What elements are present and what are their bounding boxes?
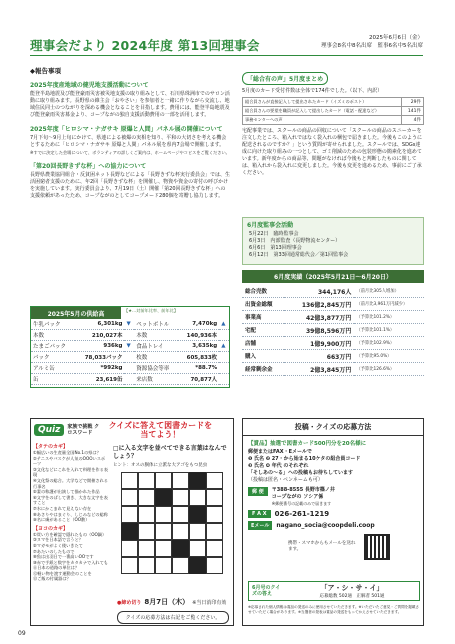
quiz-headline: クイズに答えて図書カードを当てよう！	[108, 421, 213, 439]
results-label: 事業高	[245, 315, 262, 321]
sales-cell-name: アルミ缶	[31, 363, 75, 374]
section3-title: 「第20回長野きずな杯」への協力について	[30, 162, 147, 170]
clue-item: ①幅広いの生産量全国No.1の県は？	[33, 450, 101, 455]
crossword-cell[interactable]	[206, 523, 223, 540]
results-note: （予算比101.2%）	[356, 315, 395, 320]
clues-horizontal-list	[33, 532, 109, 582]
clues-vertical-title: 【タテのカギ】	[33, 444, 69, 450]
results-note: （前月比305人増加）	[356, 289, 399, 294]
crossword-cell[interactable]	[172, 523, 189, 540]
entry-item2: ❸ 氏名 ❹ 年代 のそれぞれ	[248, 463, 309, 469]
sales-row	[31, 363, 229, 374]
sales-cell-mark: ▼	[124, 319, 134, 330]
email-address[interactable]: nagano_socia@coopdeli.coop	[276, 522, 375, 529]
crossword-cell[interactable]	[155, 523, 172, 540]
crossword-cell[interactable]	[138, 472, 155, 489]
sales-cell-value: 23,619缶	[75, 374, 125, 385]
quiz-subtitle: 家族で挑戦 クロスワード	[67, 424, 100, 436]
clue-item: ⑨名に虜があること（OO敷）	[33, 517, 90, 523]
entry-item1: ❶ 氏名 ❷ 27・から始まる10ケタの組合員コード	[248, 456, 361, 462]
crossword-cell[interactable]	[172, 506, 189, 523]
email-label: Eメール	[248, 521, 272, 530]
mail-note: ※郵便番号の記載のみで届きます	[271, 501, 332, 506]
sales-row	[31, 374, 229, 385]
crossword-cell[interactable]	[206, 506, 223, 523]
sales-cell-mark: ▼	[124, 341, 134, 352]
crossword-cell[interactable]	[155, 540, 172, 557]
answer-box	[248, 581, 420, 601]
results-row	[242, 311, 424, 324]
clue-item: ⑤妻の称護が出演して描かれた作品	[33, 489, 100, 495]
results-value: 136億2,845万円	[301, 301, 352, 309]
breakdown-count: 141件	[402, 107, 424, 116]
breakdown-label: 組合員さんの要望を職員が記入して提出したカード（電話・配達など）	[243, 107, 402, 116]
results-box	[242, 270, 424, 376]
clue-item: ⑥文字をのばして書き、大きな文字を表すこと	[33, 494, 108, 506]
sales-row	[31, 330, 229, 341]
clue-item: ⑩赤で手紙と数字をカタカナで入れても	[33, 559, 108, 565]
page-number: 09	[18, 630, 26, 637]
audit-title: 6月度監事会活動	[247, 222, 294, 229]
voice-breakdown-table	[242, 97, 424, 125]
fax-label: F A X	[248, 510, 271, 518]
sales-cell-mark2: ▲	[219, 341, 229, 352]
clue-item: ⑫軽い物を渡す運動会のことを	[33, 570, 92, 576]
crossword-cell[interactable]	[172, 489, 189, 506]
sales-cell-value: *992kg	[75, 363, 125, 374]
sales-legend: 【★…対前年比率、前年比】	[124, 308, 179, 313]
results-label: 経常剰余金	[245, 367, 273, 373]
clue-item: ⑧あさりやはまぐり、しじみなどの総称	[33, 511, 108, 517]
sales-cell-value2: 3,635kg	[178, 341, 219, 352]
results-label: 宅配	[245, 328, 257, 334]
sales-cell-name2: 食品トレイ	[134, 341, 178, 352]
attendance-text: 理事会8名中8名出席 監事6名中5名出席	[321, 43, 423, 49]
results-row	[242, 337, 424, 350]
breakdown-row	[243, 107, 424, 116]
sales-cell-value: 210,027本	[75, 330, 125, 341]
entry-prize: 【賞品】抽選で図書カード500円分を20名様に	[248, 441, 367, 447]
results-label: 購入	[245, 354, 257, 360]
clues-vertical-list	[33, 450, 109, 523]
sales-cell-mark2	[219, 330, 229, 341]
crossword-block	[189, 472, 206, 489]
mail-address2: コープながの ソシア係	[271, 494, 324, 500]
crossword-cell[interactable]	[138, 523, 155, 540]
audit-box	[242, 217, 424, 265]
results-value: 344,176人	[317, 288, 352, 296]
results-row	[242, 298, 424, 311]
section3-body: 長野県農業協同組合・反貧困ネット長野などによる「長野きずな杯実行委員会」では、生活困窮者支援のために、年2回「長野きずな杯」を開催し、物資や資金の寄付の呼びかけを実施しています。実行委員会より、7月19日（土）開催「第20回長野きずな杯」への支援依頼があったため、コープながのとしてコープメード280個を寄贈し協力します。	[30, 171, 231, 199]
qr-code-icon[interactable]	[364, 534, 390, 560]
sales-cell-mark2: ▲	[219, 319, 229, 330]
sales-cell-value2: 605,833枚	[178, 352, 219, 363]
sales-cell-mark2	[219, 363, 229, 374]
deadline-note: ※当日消印有効	[192, 599, 227, 606]
crossword-block	[155, 489, 172, 506]
audit-item: 6月12日 第33回通常総代会／第1回監事会	[249, 252, 349, 258]
entry-box	[242, 418, 424, 626]
breakdown-count: 29件	[402, 98, 424, 107]
audit-item: 6月3日 内部監査（長野物流センター）	[249, 238, 341, 244]
clue-item: ④文化祭の総合。大学などで開催される行事名	[33, 477, 108, 489]
clue-item: ⑦あたいのしたもので	[33, 548, 75, 554]
answer-label: 6月号のクイズの答え	[252, 585, 281, 597]
report-heading: ◆報告事項	[30, 67, 61, 75]
crossword-cell[interactable]	[189, 540, 206, 557]
entry-item3: 「そしあの〜る」への投稿もお待ちしています	[248, 470, 354, 476]
entry-title: 投稿・クイズの応募方法	[243, 419, 423, 436]
sales-row	[31, 319, 229, 330]
entry-methods: 郵便またはFAX・Eメールで	[248, 449, 312, 455]
sales-row	[31, 341, 229, 352]
crossword-block	[189, 557, 206, 574]
results-table	[242, 285, 424, 376]
results-row	[242, 350, 424, 363]
sales-cell-value: 78,033パック	[75, 352, 125, 363]
clue-item: ⑦水にかこまれて見えない存在	[33, 505, 92, 511]
entry-fineprint: ※応募された個人情報は賞品の発送のみに使用させていただきます。※いただいたご意見・ご質問を掲載させていただく場合があります。※当選者の発表は賞品の発送をもってかえさせていただきます。	[248, 605, 420, 614]
answer-text: 「ア・シ・サ・イ」	[320, 584, 384, 592]
breakdown-label: 組合員さんが直接記入して提出されたカード（イズミのポスト）	[243, 98, 402, 107]
crossword-cell[interactable]	[121, 557, 138, 574]
sales-cell-mark	[124, 374, 134, 385]
crossword-cell[interactable]	[155, 472, 172, 489]
crossword-cell[interactable]	[206, 557, 223, 574]
meeting-date	[321, 34, 423, 50]
results-value: 39億8,596万円	[305, 327, 352, 335]
crossword-block	[172, 540, 189, 557]
results-value: 2億3,845万円	[310, 366, 352, 374]
crossword-cell[interactable]	[138, 489, 155, 506]
section1-body: 能登半島地震及び能登豪雨災害被災地支援の取り組みとして、石川県珠洲市でのサロン活動に取り組みます。長野県の維主会「おやさい」を参加者と一緒に作りながら交流し、地域住民同士のつながりを深める機会となることを目指します。費用には、能登半島地震及び能登豪雨災害募金より、コープながの独自支援活動費用の一部を活用します。	[30, 91, 230, 118]
sales-row	[31, 352, 229, 363]
sales-cell-mark2	[219, 352, 229, 363]
results-title: 6月度実績（2025年5月21日〜6月20日）	[242, 270, 424, 283]
crossword-block	[189, 506, 206, 523]
qr-note: 携帯・スマホからもメールを送れます。	[288, 541, 356, 552]
crossword-cell[interactable]	[155, 557, 172, 574]
section2-title: 2025年度「ヒロシマ・ナガサキ 原爆と人間」パネル展の開催について	[30, 126, 223, 133]
entry-item4: （投稿は匿名・ペンネームも可）	[248, 477, 323, 483]
crossword-cell[interactable]	[189, 523, 206, 540]
answer-stats: 応募総数 502通 正解者 501通	[319, 594, 385, 599]
results-note: （予算比101.1%）	[356, 328, 395, 333]
voice-intro: 5月度のカード受付件数は全体で174件でした。（以下、内訳）	[242, 88, 383, 94]
crossword-cell[interactable]	[206, 489, 223, 506]
audit-item: 6月6日 第13回理事会	[249, 245, 302, 251]
crossword-cell[interactable]	[121, 489, 138, 506]
crossword-grid	[121, 472, 231, 574]
clue-item: ⑬ご飯の付属器は？	[33, 576, 71, 582]
results-label: 店舗	[245, 341, 257, 347]
crossword-cell[interactable]	[138, 557, 155, 574]
section2-body: 7月下旬〜9月上旬にかけて、県連による被爆の実相を知り、平和の大切さを考える機会とするために「ヒロシマ・ナガサキ 原爆と人間」パネル展を県内7会場で開催します。	[30, 135, 227, 148]
sales-cell-mark2	[219, 374, 229, 385]
sales-cell-mark	[124, 330, 134, 341]
breakdown-label: 事務センターへの声	[243, 116, 402, 125]
sales-title: 2025年5月の供給高	[31, 307, 121, 319]
results-row	[242, 324, 424, 337]
crossword-cell[interactable]	[206, 540, 223, 557]
fax-number: 026-261-1219	[274, 510, 330, 518]
report-column	[30, 66, 230, 200]
quiz-logo: Quiz	[34, 424, 64, 436]
crossword-cell[interactable]	[206, 472, 223, 489]
crossword-cell[interactable]	[155, 506, 172, 523]
voice-body: 宅配事業では、スクールの商品の回収について「スクールの商品のスニーカーを注文したところ、箱入れではなく袋入れの梱包で届きました。今後もこのように配送されるのですか？」という質問が寄せられました。スクールでは、SDGs達成に向けた取り組みの一つとして、ゴミ削減のための包装形態の簡素化を進めています。新年度からの商品等、問題がなければ今後もと判断したものに関しては、箱入れから袋入れに変更しました。今後も変更を進めるため、事前にご了承ください。	[242, 128, 423, 176]
sales-cell-value2: 7,470kg	[178, 319, 219, 330]
clues-horizontal-title: 【ヨコのカギ】	[33, 525, 69, 532]
audit-item: 5月22日 臨時監事会	[249, 231, 299, 237]
results-value: 42億3,877万円	[305, 314, 352, 322]
results-label: 出資金総額	[245, 302, 273, 308]
sales-cell-name: 本数	[31, 330, 75, 341]
sales-cell-name2: 資源協会等率	[134, 363, 178, 374]
crossword-cell[interactable]	[121, 472, 138, 489]
crossword-cell[interactable]	[138, 506, 155, 523]
quiz-question: □に入る文字を並べてできる言葉はなんでしょう？	[113, 445, 227, 460]
results-value: 663万円	[326, 353, 352, 361]
sales-cell-name: 缶	[31, 374, 75, 385]
audit-list	[243, 231, 423, 259]
crossword-cell[interactable]	[121, 506, 138, 523]
sales-cell-mark	[124, 352, 134, 363]
sales-cell-name2: 来店数	[134, 374, 178, 385]
results-row	[242, 285, 424, 298]
clue-item: ①買い方を確認で隠れたもの（OO鍋）	[33, 531, 107, 537]
voice-title: 「総合有の声」5月度まとめ	[242, 72, 328, 85]
mail-label: 郵 便	[248, 487, 268, 496]
breakdown-count: 4件	[402, 116, 424, 125]
results-note: （予算比95.0%）	[356, 354, 392, 359]
sales-cell-name: たまごパック	[31, 341, 75, 352]
sales-table	[31, 319, 229, 385]
header-rule	[30, 55, 423, 56]
clue-item: ③文化などにこれを入れて料理を作る表現	[33, 466, 108, 478]
quiz-footer: クイズの応募方法は右記をご覧ください。	[117, 611, 229, 624]
results-note: （前月比3,961万円減少）	[356, 302, 408, 307]
mail-address: 〒388-8555 長野市篠ノ井	[271, 487, 335, 493]
sales-cell-name2: 枚数	[134, 352, 178, 363]
sales-cell-value2: 140,936本	[178, 330, 219, 341]
sales-cell-name: パック	[31, 352, 75, 363]
sales-cell-value: 6,301kg	[75, 319, 125, 330]
sales-cell-value2: 70,877人	[178, 374, 219, 385]
sales-cell-value: 936kg	[75, 341, 125, 352]
results-value: 1億9,900万円	[310, 340, 352, 348]
results-label: 総合売数	[245, 289, 268, 295]
deadline-label: ●締め切り	[117, 599, 142, 606]
quiz-hint: ヒント：オスの胴体に立派な大アゴをもつ昆虫	[113, 463, 208, 468]
sales-box	[30, 306, 230, 388]
sales-cell-mark	[124, 363, 134, 374]
page-title: 理事会だより 2024年度 第13回理事会	[30, 38, 260, 53]
clue-item: ⑧魚は出羽日で一番高いOOです	[33, 554, 94, 560]
crossword-cell[interactable]	[189, 489, 206, 506]
quiz-box	[30, 418, 234, 626]
sales-cell-name: 牛乳パック	[31, 319, 75, 330]
clue-item: ⑪日本の道路の単位は？	[33, 565, 80, 571]
breakdown-row	[243, 116, 424, 125]
crossword-cell[interactable]	[121, 540, 138, 557]
voice-column	[242, 66, 424, 177]
section2-note: ※すでに決定した会場について、ボランティアの詳しくご案内は、ホームページやコピスをご覧ください。	[30, 150, 230, 155]
clue-item: ③ヌマを日本語で言うと？	[33, 537, 83, 543]
results-note: （予算比102.9%）	[356, 341, 395, 346]
deadline-date: 8月7日（木）	[144, 598, 190, 606]
crossword-block	[121, 523, 138, 540]
sales-cell-value2: *88.7%	[178, 363, 219, 374]
crossword-cell[interactable]	[172, 557, 189, 574]
date-text: 2025年6月6日（金）	[369, 35, 423, 41]
sales-cell-name2: 本数	[134, 330, 178, 341]
deadline-row	[117, 597, 226, 607]
clue-item: ②テニスやバスケが人気のOOOいスポーツ	[33, 455, 106, 467]
crossword-cell[interactable]	[172, 472, 189, 489]
breakdown-row	[243, 98, 424, 107]
section1-title: 2025年度産地域の健児地支援活動について	[30, 82, 149, 89]
results-note: （予算比126.6%）	[356, 367, 395, 372]
sales-cell-name2: ペットボトル	[134, 319, 178, 330]
results-row	[242, 363, 424, 376]
clue-item: ⑤マガモがよく使いきたて	[33, 542, 83, 548]
crossword-cell[interactable]	[138, 540, 155, 557]
